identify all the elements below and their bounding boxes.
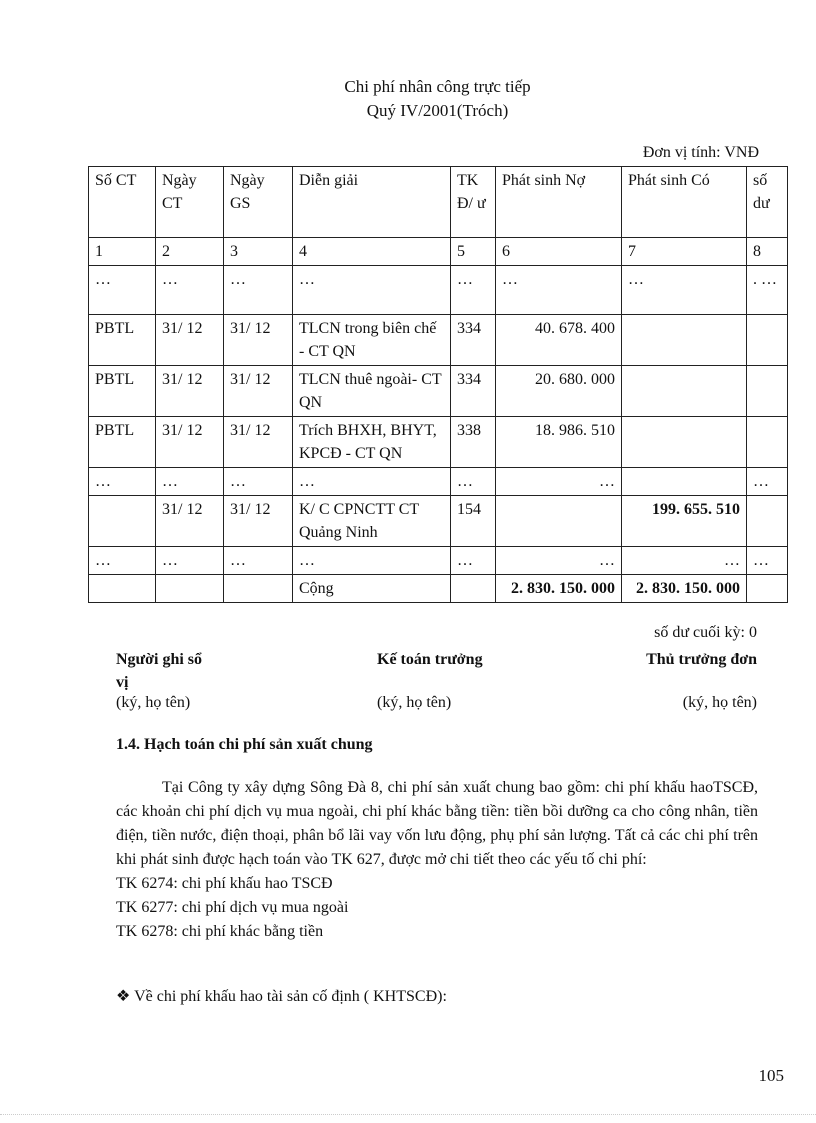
table-cell: … bbox=[89, 266, 156, 315]
table-cell: … bbox=[451, 468, 496, 496]
table-cell bbox=[622, 366, 747, 417]
footer-divider bbox=[0, 1114, 816, 1115]
table-cell: 31/ 12 bbox=[224, 496, 293, 547]
table-cell: … bbox=[156, 547, 224, 575]
col-number: 7 bbox=[622, 238, 747, 266]
table-cell: 31/ 12 bbox=[156, 315, 224, 366]
table-title: Chi phí nhân công trực tiếp bbox=[344, 77, 531, 96]
table-cell: … bbox=[451, 266, 496, 315]
col-number: 3 bbox=[224, 238, 293, 266]
closing-balance: số dư cuối kỳ: 0 bbox=[654, 624, 757, 641]
header-cell: Ngày CT bbox=[156, 167, 224, 238]
recorder-title: Người ghi sổ bbox=[116, 651, 203, 668]
total-label: Cộng bbox=[293, 575, 451, 603]
table-cell: … bbox=[293, 266, 451, 315]
unit-label: Đơn vị tính: VNĐ bbox=[642, 144, 759, 161]
bullet-line bbox=[116, 986, 447, 1006]
table-cell bbox=[89, 496, 156, 547]
header-cell: TK Đ/ ư bbox=[451, 167, 496, 238]
table-cell bbox=[89, 575, 156, 603]
table-cell: … bbox=[451, 547, 496, 575]
table-cell: K/ C CPNCTT CT Quảng Ninh bbox=[293, 496, 451, 547]
table-cell: … bbox=[156, 266, 224, 315]
signature-chief-accountant: Kế toán trưởng bbox=[377, 651, 483, 668]
total-row bbox=[89, 575, 788, 603]
table-cell: … bbox=[293, 468, 451, 496]
table-row bbox=[89, 468, 788, 496]
table-row bbox=[89, 315, 788, 366]
ledger-table bbox=[88, 166, 788, 603]
table-cell bbox=[224, 575, 293, 603]
recorder-tail: vị bbox=[116, 674, 129, 691]
table-cell: … bbox=[496, 468, 622, 496]
table-cell: … bbox=[293, 547, 451, 575]
table-cell: 338 bbox=[451, 417, 496, 468]
col-number: 8 bbox=[747, 238, 788, 266]
total-debit: 2. 830. 150. 000 bbox=[496, 575, 622, 603]
table-cell: … bbox=[496, 547, 622, 575]
section-heading: 1.4. Hạch toán chi phí sản xuất chung bbox=[116, 736, 373, 753]
table-cell: … bbox=[224, 468, 293, 496]
table-cell bbox=[747, 496, 788, 547]
table-cell: Trích BHXH, BHYT, KPCĐ - CT QN bbox=[293, 417, 451, 468]
header-cell: Phát sinh Nợ bbox=[496, 167, 622, 238]
table-cell: PBTL bbox=[89, 366, 156, 417]
table-cell: 31/ 12 bbox=[156, 366, 224, 417]
table-cell: PBTL bbox=[89, 315, 156, 366]
table-row bbox=[89, 417, 788, 468]
table-cell: 334 bbox=[451, 366, 496, 417]
header-cell: Ngày GS bbox=[224, 167, 293, 238]
table-cell bbox=[622, 468, 747, 496]
table-cell: 334 bbox=[451, 315, 496, 366]
table-cell: . … bbox=[747, 266, 788, 315]
table-cell bbox=[747, 366, 788, 417]
table-cell: … bbox=[622, 547, 747, 575]
table-cell bbox=[622, 417, 747, 468]
table-cell: … bbox=[747, 547, 788, 575]
page-number: 105 bbox=[758, 1066, 784, 1085]
table-cell bbox=[747, 417, 788, 468]
table-cell: … bbox=[622, 266, 747, 315]
sign-note-chief: (ký, họ tên) bbox=[377, 694, 452, 711]
table-cell bbox=[622, 315, 747, 366]
table-cell: … bbox=[89, 468, 156, 496]
table-cell bbox=[156, 575, 224, 603]
col-number: 6 bbox=[496, 238, 622, 266]
table-cell bbox=[747, 315, 788, 366]
table-cell bbox=[451, 575, 496, 603]
table-cell: 154 bbox=[451, 496, 496, 547]
sign-note-head: (ký, họ tên) bbox=[682, 694, 757, 711]
table-cell: … bbox=[224, 547, 293, 575]
table-cell: … bbox=[496, 266, 622, 315]
paragraph: Tại Công ty xây dựng Sông Đà 8, chi phí sản xuất chung bao gồm: chi phí khấu haoTSCĐ, các khoản chi phí dịch vụ mua ngoài, chi phí khác bằng tiền: tiền bồi dưỡng ca cho công nhân, tiền điện, tiền nước, điện thoại, phân bổ lãi vay vốn lưu động, phụ phí sản lượng. Tất cả các chi phí trên khi phát sinh được hạch toán vào TK 627, được mở chi tiết theo các yếu tố chi phí: bbox=[116, 779, 758, 868]
header-cell: Số CT bbox=[89, 167, 156, 238]
col-number: 2 bbox=[156, 238, 224, 266]
table-cell bbox=[747, 575, 788, 603]
header-cell: Phát sinh Có bbox=[622, 167, 747, 238]
table-cell: TLCN thuê ngoài- CT QN bbox=[293, 366, 451, 417]
table-cell: TLCN trong biên chế - CT QN bbox=[293, 315, 451, 366]
table-cell: … bbox=[747, 468, 788, 496]
account-line: TK 6277: chi phí dịch vụ mua ngoài bbox=[116, 899, 349, 916]
header-cell: số dư bbox=[747, 167, 788, 238]
table-cell bbox=[496, 496, 622, 547]
table-cell: … bbox=[224, 266, 293, 315]
debit-cell: 20. 680. 000 bbox=[496, 366, 622, 417]
table-cell: 31/ 12 bbox=[224, 366, 293, 417]
credit-cell: 199. 655. 510 bbox=[622, 496, 747, 547]
table-cell: … bbox=[89, 547, 156, 575]
header-row bbox=[89, 167, 788, 238]
sign-note-recorder: (ký, họ tên) bbox=[116, 694, 191, 711]
table-cell: 31/ 12 bbox=[224, 417, 293, 468]
header-cell: Diễn giải bbox=[293, 167, 451, 238]
account-line: TK 6274: chi phí khấu hao TSCĐ bbox=[116, 875, 333, 892]
table-row bbox=[89, 496, 788, 547]
table-row bbox=[89, 266, 788, 315]
diamond-bullet-icon: ❖ bbox=[116, 988, 131, 1005]
table-row bbox=[89, 547, 788, 575]
signature-head: Thủ trưởng đơn bbox=[646, 651, 757, 668]
table-row bbox=[89, 366, 788, 417]
col-number: 5 bbox=[451, 238, 496, 266]
table-cell: … bbox=[156, 468, 224, 496]
table-cell: PBTL bbox=[89, 417, 156, 468]
table-cell: 31/ 12 bbox=[156, 496, 224, 547]
bullet-text: Về chi phí khấu hao tài sản cố định ( KHTSCĐ): bbox=[134, 988, 447, 1005]
table-cell: 31/ 12 bbox=[156, 417, 224, 468]
debit-cell: 18. 986. 510 bbox=[496, 417, 622, 468]
col-number: 1 bbox=[89, 238, 156, 266]
signature-recorder bbox=[116, 648, 202, 694]
total-credit: 2. 830. 150. 000 bbox=[622, 575, 747, 603]
col-number: 4 bbox=[293, 238, 451, 266]
debit-cell: 40. 678. 400 bbox=[496, 315, 622, 366]
table-cell: 31/ 12 bbox=[224, 315, 293, 366]
table-subtitle: Quý IV/2001(Tróch) bbox=[366, 101, 509, 120]
account-line: TK 6278: chi phí khác bằng tiền bbox=[116, 923, 324, 940]
body-text bbox=[116, 776, 758, 944]
column-number-row bbox=[89, 238, 788, 266]
